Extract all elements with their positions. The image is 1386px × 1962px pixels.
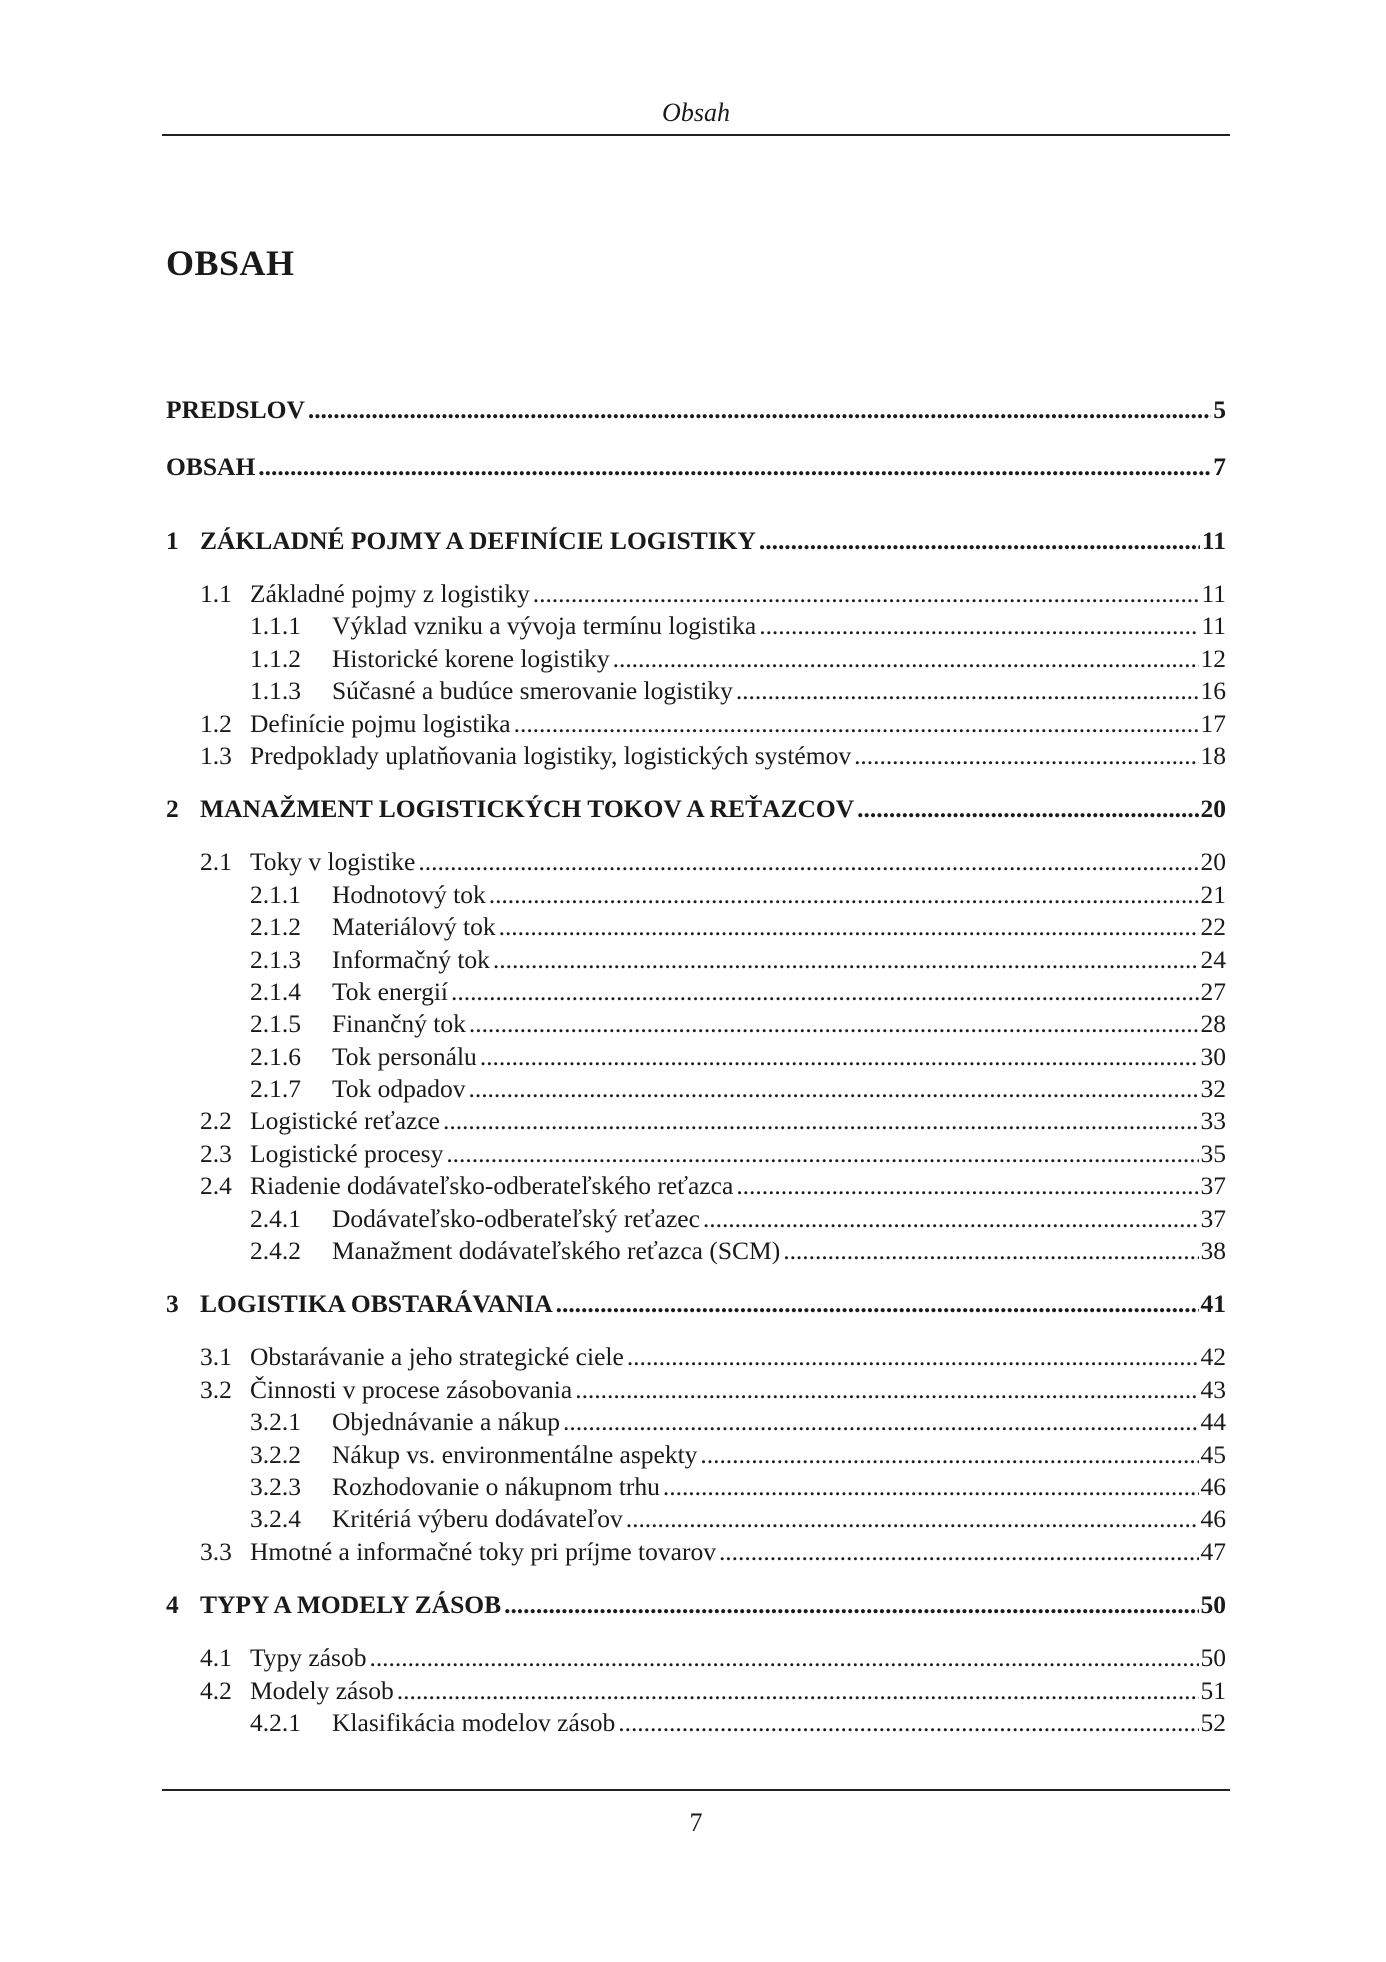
toc-entry-label: Výklad vzniku a vývoja termínu logistika — [332, 611, 757, 641]
toc-entry-page: 51 — [1200, 1675, 1226, 1705]
toc-entry-page: 5 — [1213, 395, 1226, 424]
toc-dot-leader — [719, 1536, 1199, 1568]
toc-entry-number: 3.1 — [200, 1342, 232, 1372]
toc-dot-leader — [533, 578, 1200, 610]
toc-entry[interactable] — [166, 643, 1226, 675]
toc-entry[interactable] — [166, 1341, 1226, 1373]
toc-entry-page: 47 — [1200, 1536, 1226, 1566]
toc-entry[interactable] — [166, 1406, 1226, 1438]
toc-entry-label: Hodnotový tok — [332, 879, 486, 909]
toc-entry-number: 2.1.5 — [250, 1009, 301, 1039]
toc-dot-leader — [759, 610, 1199, 642]
toc-entry-page: 33 — [1200, 1106, 1226, 1136]
toc-entry-page: 20 — [1200, 847, 1226, 877]
page-title: OBSAH — [166, 243, 295, 283]
toc-entry-number: 2.1 — [200, 847, 232, 877]
toc-entry-page: 21 — [1200, 879, 1226, 909]
toc-entry-label: Súčasné a budúce smerovanie logistiky — [332, 676, 733, 706]
toc-entry-page: 30 — [1200, 1041, 1226, 1071]
header-rule — [162, 134, 1230, 136]
toc-entry[interactable] — [166, 390, 1226, 430]
toc-entry-number: 4.2 — [200, 1675, 232, 1705]
toc-entry-number: 2.4.1 — [250, 1203, 301, 1233]
toc-entry[interactable] — [166, 944, 1226, 976]
toc-dot-leader — [451, 976, 1198, 1008]
toc-entry[interactable] — [166, 1073, 1226, 1105]
toc-entry-label: Činnosti v procese zásobovania — [250, 1374, 573, 1404]
toc-dot-leader — [783, 1235, 1198, 1267]
toc-entry[interactable] — [166, 772, 1226, 846]
toc-entry-number: 3 — [166, 1289, 179, 1319]
toc-dot-leader — [480, 1041, 1199, 1073]
toc-entry-number: 1 — [166, 526, 179, 555]
toc-entry[interactable] — [166, 740, 1226, 772]
toc-entry-page: 45 — [1200, 1439, 1226, 1469]
toc-dot-leader — [627, 1341, 1199, 1373]
toc-dot-leader — [308, 390, 1211, 430]
toc-dot-leader — [575, 1374, 1198, 1406]
toc-dot-leader — [489, 879, 1199, 911]
toc-entry-label: Obstarávanie a jeho strategické ciele — [250, 1342, 624, 1372]
toc-entry-label: Tok energií — [332, 976, 449, 1006]
toc-dot-leader — [397, 1675, 1199, 1707]
toc-entry[interactable] — [166, 708, 1226, 740]
toc-entry-number: 3.3 — [200, 1536, 232, 1566]
toc-entry-number: 4 — [166, 1590, 179, 1620]
toc-entry-label: Informačný tok — [332, 944, 490, 974]
toc-entry-page: 17 — [1200, 708, 1226, 738]
toc-dot-leader — [854, 740, 1198, 772]
toc-entry-number: 3.2.1 — [250, 1407, 301, 1437]
toc-entry-number: 3.2.4 — [250, 1504, 301, 1534]
toc-entry-number: 2.1.2 — [250, 912, 301, 942]
toc-dot-leader — [443, 1105, 1199, 1137]
toc-entry-number: 1.1.1 — [250, 611, 301, 641]
toc-entry-label: OBSAH — [166, 452, 256, 481]
toc-entry-number: 2.1.3 — [250, 944, 301, 974]
toc-entry-page: 38 — [1200, 1236, 1226, 1266]
toc-entry-number: 2.1.6 — [250, 1041, 301, 1071]
toc-dot-leader — [626, 1503, 1199, 1535]
toc-entry-number: 4.1 — [200, 1643, 232, 1673]
toc-entry-page: 11 — [1201, 526, 1226, 555]
toc-entry-label: Tok personálu — [332, 1041, 477, 1071]
toc-entry-page: 32 — [1200, 1074, 1226, 1104]
toc-entry[interactable] — [166, 504, 1226, 578]
toc-entry-number: 1.1.2 — [250, 643, 301, 673]
toc-entry-page: 44 — [1200, 1407, 1226, 1437]
toc-entry-page: 24 — [1200, 944, 1226, 974]
toc-entry-number: 2.1.4 — [250, 976, 301, 1006]
toc-dot-leader — [563, 1406, 1199, 1438]
toc-entry-page: 7 — [1213, 452, 1226, 481]
toc-entry-label: Základné pojmy z logistiky — [250, 579, 530, 608]
toc-entry-label: Hmotné a informačné toky pri príjme tovarov — [250, 1536, 716, 1566]
toc-entry[interactable] — [166, 1041, 1226, 1073]
toc-dot-leader — [618, 1707, 1198, 1739]
toc-entry-number: 2.4.2 — [250, 1236, 301, 1266]
toc-entry-page: 22 — [1200, 912, 1226, 942]
toc-dot-leader — [369, 1642, 1198, 1674]
toc-entry-page: 37 — [1200, 1203, 1226, 1233]
toc-entry-number: 1.2 — [200, 708, 232, 738]
toc-entry-label: Manažment dodávateľského reťazca (SCM) — [332, 1236, 781, 1266]
toc-entry-label: Modely zásob — [250, 1675, 394, 1705]
toc-entry[interactable] — [166, 1267, 1226, 1341]
toc-entry[interactable] — [166, 976, 1226, 1008]
toc-entry-label: Riadenie dodávateľsko-odberateľského reťazca — [250, 1171, 734, 1201]
toc-entry-number: 1.3 — [200, 740, 232, 770]
toc-dot-leader — [446, 1138, 1198, 1170]
toc-dot-leader — [759, 504, 1200, 578]
toc-entry[interactable] — [166, 1374, 1226, 1406]
toc-entry[interactable] — [166, 911, 1226, 943]
toc-entry[interactable] — [166, 846, 1226, 878]
toc-entry-page: 50 — [1200, 1643, 1226, 1673]
toc-dot-leader — [736, 675, 1199, 707]
toc-entry-page: 20 — [1200, 794, 1226, 824]
toc-entry-page: 18 — [1200, 740, 1226, 770]
toc-entry-label: Predpoklady uplatňovania logistiky, logistických systémov — [250, 740, 852, 770]
toc-entry-label: PREDSLOV — [166, 395, 305, 424]
toc-entry[interactable] — [166, 1138, 1226, 1170]
toc-entry-number: 2.4 — [200, 1171, 232, 1201]
toc-entry-label: LOGISTIKA OBSTARÁVANIA — [200, 1289, 553, 1319]
toc-dot-leader — [469, 1073, 1199, 1105]
toc-entry[interactable] — [166, 1707, 1226, 1739]
toc-entry-label: ZÁKLADNÉ POJMY A DEFINÍCIE LOGISTIKY — [200, 526, 756, 555]
toc-dot-leader — [258, 430, 1211, 504]
toc-entry[interactable] — [166, 879, 1226, 911]
toc-entry[interactable] — [166, 430, 1226, 504]
toc-entry[interactable] — [166, 1568, 1226, 1642]
toc-entry-label: Rozhodovanie o nákupnom trhu — [332, 1471, 660, 1501]
toc-entry-number: 2.1.1 — [250, 879, 301, 909]
toc-entry-number: 4.2.1 — [250, 1707, 301, 1737]
toc-entry-page: 27 — [1200, 976, 1226, 1006]
toc-entry-page: 11 — [1201, 611, 1226, 641]
toc-entry-label: Historické korene logistiky — [332, 643, 610, 673]
toc-dot-leader — [418, 846, 1198, 878]
toc-entry-page: 37 — [1200, 1171, 1226, 1201]
toc-entry-page: 42 — [1200, 1342, 1226, 1372]
toc-entry-number: 2.3 — [200, 1138, 232, 1168]
toc-entry[interactable] — [166, 1675, 1226, 1707]
toc-entry[interactable] — [166, 675, 1226, 707]
toc-entry[interactable] — [166, 1536, 1226, 1568]
toc-dot-leader — [736, 1170, 1198, 1202]
toc-dot-leader — [700, 1439, 1198, 1471]
toc-entry-page: 46 — [1200, 1504, 1226, 1534]
footer-rule — [162, 1789, 1230, 1791]
toc-entry-page: 11 — [1201, 579, 1226, 608]
toc-entry-page: 35 — [1200, 1138, 1226, 1168]
toc-entry-label: TYPY A MODELY ZÁSOB — [200, 1590, 502, 1620]
toc-entry[interactable] — [166, 1471, 1226, 1503]
toc-entry[interactable] — [166, 578, 1226, 610]
toc-entry[interactable] — [166, 1439, 1226, 1471]
toc-entry-number: 3.2.3 — [250, 1471, 301, 1501]
toc-entry[interactable] — [166, 610, 1226, 642]
toc-entry-label: Kritériá výberu dodávateľov — [332, 1504, 623, 1534]
toc-dot-leader — [556, 1267, 1199, 1341]
toc-entry-page: 16 — [1200, 676, 1226, 706]
toc-entry-page: 28 — [1200, 1009, 1226, 1039]
toc-entry-label: Definície pojmu logistika — [250, 708, 511, 738]
toc-entry-label: Finančný tok — [332, 1009, 466, 1039]
toc-dot-leader — [703, 1203, 1199, 1235]
toc-entry-page: 46 — [1200, 1471, 1226, 1501]
toc-entry-page: 41 — [1200, 1289, 1226, 1319]
toc-dot-leader — [469, 1008, 1199, 1040]
page-number: 7 — [689, 1808, 703, 1837]
toc-dot-leader — [493, 944, 1199, 976]
toc-entry[interactable] — [166, 1642, 1226, 1674]
toc-entry-label: Tok odpadov — [332, 1074, 466, 1104]
toc-entry-label: Objednávanie a nákup — [332, 1407, 560, 1437]
toc-entry-label: Logistické procesy — [250, 1138, 444, 1168]
toc-dot-leader — [613, 643, 1199, 675]
toc-entry-number: 3.2.2 — [250, 1439, 301, 1469]
toc-entry[interactable] — [166, 1235, 1226, 1267]
toc-entry-page: 43 — [1200, 1374, 1226, 1404]
toc-entry[interactable] — [166, 1203, 1226, 1235]
toc-entry-label: Nákup vs. environmentálne aspekty — [332, 1439, 698, 1469]
toc-entry-label: Dodávateľsko-odberateľský reťazec — [332, 1203, 700, 1233]
toc-dot-leader — [857, 772, 1198, 846]
toc-entry-label: Materiálový tok — [332, 912, 496, 942]
toc-entry[interactable] — [166, 1170, 1226, 1202]
toc-entry-number: 2.2 — [200, 1106, 232, 1136]
toc-dot-leader — [499, 911, 1199, 943]
toc-entry-number: 2 — [166, 794, 179, 824]
toc-entry[interactable] — [166, 1503, 1226, 1535]
toc-entry-page: 52 — [1200, 1707, 1226, 1737]
toc-entry-label: Toky v logistike — [250, 847, 416, 877]
toc-entry-label: Klasifikácia modelov zásob — [332, 1707, 616, 1737]
toc-entry-number: 1.1 — [200, 579, 232, 608]
toc-entry-label: MANAŽMENT LOGISTICKÝCH TOKOV A REŤAZCOV — [200, 794, 855, 824]
toc-entry-page: 12 — [1200, 643, 1226, 673]
toc-entry-page: 50 — [1200, 1590, 1226, 1620]
table-of-contents — [166, 390, 1226, 1739]
toc-entry-label: Typy zásob — [250, 1643, 367, 1673]
toc-entry-number: 2.1.7 — [250, 1074, 301, 1104]
toc-dot-leader — [663, 1471, 1199, 1503]
toc-dot-leader — [504, 1568, 1198, 1642]
toc-entry-number: 1.1.3 — [250, 676, 301, 706]
toc-entry-label: Logistické reťazce — [250, 1106, 440, 1136]
toc-entry-number: 3.2 — [200, 1374, 232, 1404]
toc-entry[interactable] — [166, 1008, 1226, 1040]
toc-entry[interactable] — [166, 1105, 1226, 1137]
running-header: Obsah — [662, 98, 730, 127]
toc-dot-leader — [514, 708, 1199, 740]
